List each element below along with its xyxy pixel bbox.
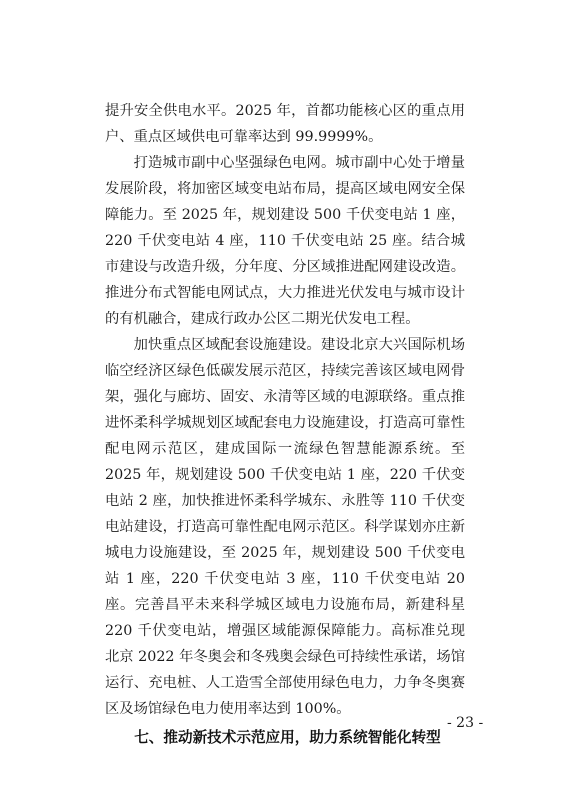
document-body xyxy=(105,98,465,752)
paragraph-key-areas: 加快重点区域配套设施建设。建设北京大兴国际机场临空经济区绿色低碳发展示范区，持续完善该区域电网骨架，强化与廊坊、固安、永清等区域的电源联络。重点推进怀柔科学城规划区域配套电力设施建设，打造高可靠性配电网示范区，建成国际一流绿色智慧能源系统。至 2025 年，规划建设 500 千伏变电站 1 座，220 千伏变电站 2 座，加快推进怀柔科学城东、永胜等 110 千伏变电站建设，打造高可靠性配电网示范区。科学谋划亦庄新城电力设施建设，至 2025 年，规划建设 500 千伏变电站 1 座，220 千伏变电站 3 座，110 千伏变电站 20 座。完善昌平未来科学城区域电力设施布局，新建科星 220 千伏变电站，增强区域能源保障能力。高标准兑现北京 2022 年冬奥会和冬残奥会绿色可持续性承诺，场馆运行、充电桩、人工造雪全部使用绿色电力，力争冬奥赛区及场馆绿色电力使用率达到 100%。 xyxy=(105,337,466,717)
section-heading: 七、推动新技术示范应用，助力系统智能化转型 xyxy=(134,729,441,746)
paragraph-continuation: 提升安全供电水平。2025 年，首都功能核心区的重点用户、重点区域供电可靠率达到 99.9999%。 xyxy=(105,103,465,145)
page-number: - 23 - xyxy=(447,715,484,731)
paragraph-sub-center-grid: 打造城市副中心坚强绿色电网。城市副中心处于增量发展阶段，将加密区域变电站布局，提高区域电网安全保障能力。至 2025 年，规划建设 500 千伏变电站 1 座，220 千伏变电站 4 座，110 千伏变电站 25 座。结合城市建设与改造升级，分年度、分区域推进配网建设改造。推进分布式智能电网试点，大力推进光伏发电与城市设计的有机融合，建成行政办公区二期光伏发电工程。 xyxy=(105,155,465,327)
